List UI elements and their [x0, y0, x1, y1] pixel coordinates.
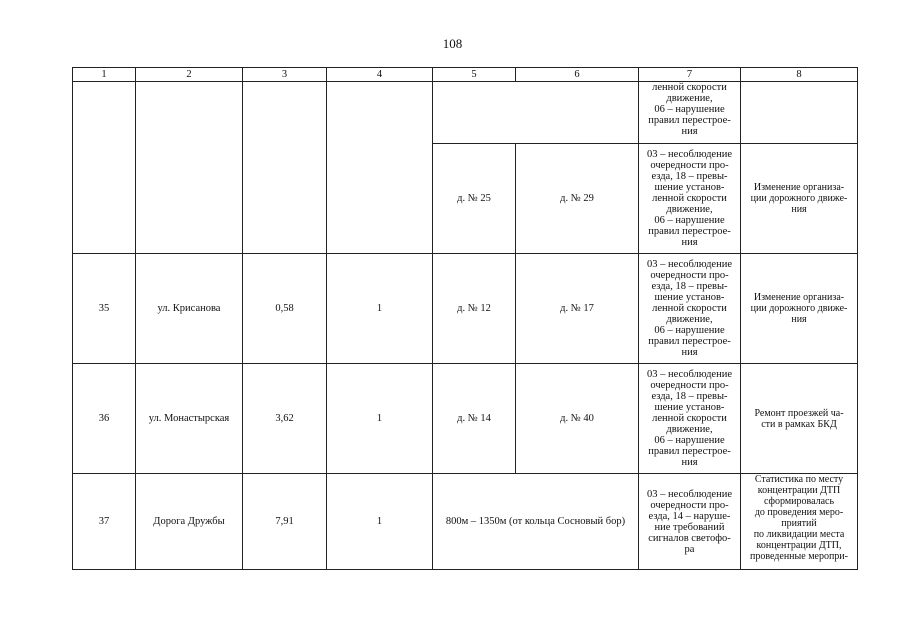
cell-from: д. № 14 [433, 364, 516, 474]
cell-number: 35 [73, 254, 136, 364]
cell-section: 800м – 1350м (от кольца Сосновый бор) [433, 474, 639, 570]
page-number: 108 [442, 36, 463, 51]
header-cell: 7 [639, 68, 741, 82]
cell-number: 37 [73, 474, 136, 570]
cell-street: ул. Монастырская [136, 364, 243, 474]
cell-count [327, 82, 433, 254]
header-cell: 6 [516, 68, 639, 82]
table-row [73, 82, 858, 144]
header-cell: 1 [73, 68, 136, 82]
table-row [73, 474, 858, 570]
cell-measures: Изменение организа- ции дорожного движе- ния [741, 254, 858, 364]
cell-to: д. № 40 [516, 364, 639, 474]
data-table [72, 67, 858, 570]
cell-count: 1 [327, 474, 433, 570]
cell-violations: 03 – несоблюдение очередности про- езда, 18 – превы- шение установ- ленной скорости движение, 06 – нарушение правил перестрое- ния [639, 144, 741, 254]
header-cell: 8 [741, 68, 858, 82]
cell-from: д. № 25 [433, 144, 516, 254]
table-row [73, 254, 858, 364]
header-row [73, 68, 858, 82]
header-cell: 5 [433, 68, 516, 82]
cell-violations: ленной скорости движение, 06 – нарушение правил перестрое- ния [639, 82, 741, 144]
cell-street: ул. Крисанова [136, 254, 243, 364]
cell-measures: Ремонт проезжей ча- сти в рамках БКД [741, 364, 858, 474]
cell-measures: Изменение организа- ции дорожного движе- ния [741, 144, 858, 254]
cell-measures: Статистика по месту концентрации ДТП сформировалась до проведения меро- приятий по ликвидации места концентрации ДТП, проведенные меропри- [741, 474, 858, 570]
cell-street: Дорога Дружбы [136, 474, 243, 570]
cell-measures [741, 82, 858, 144]
table-row [73, 364, 858, 474]
cell-section [433, 82, 639, 144]
cell-number: 36 [73, 364, 136, 474]
cell-length: 0,58 [243, 254, 327, 364]
cell-number [73, 82, 136, 254]
cell-from: д. № 12 [433, 254, 516, 364]
header-cell: 3 [243, 68, 327, 82]
header-cell: 4 [327, 68, 433, 82]
header-cell: 2 [136, 68, 243, 82]
cell-length: 7,91 [243, 474, 327, 570]
cell-violations: 03 – несоблюдение очередности про- езда, 18 – превы- шение установ- ленной скорости движение, 06 – нарушение правил перестрое- ния [639, 254, 741, 364]
cell-count: 1 [327, 364, 433, 474]
cell-violations: 03 – несоблюдение очередности про- езда, 18 – превы- шение установ- ленной скорости движение, 06 – нарушение правил перестрое- ния [639, 364, 741, 474]
cell-count: 1 [327, 254, 433, 364]
cell-violations: 03 – несоблюдение очередности про- езда, 14 – наруше- ние требований сигналов светофо- ра [639, 474, 741, 570]
cell-to: д. № 29 [516, 144, 639, 254]
cell-street [136, 82, 243, 254]
cell-to: д. № 17 [516, 254, 639, 364]
cell-length [243, 82, 327, 254]
cell-length: 3,62 [243, 364, 327, 474]
